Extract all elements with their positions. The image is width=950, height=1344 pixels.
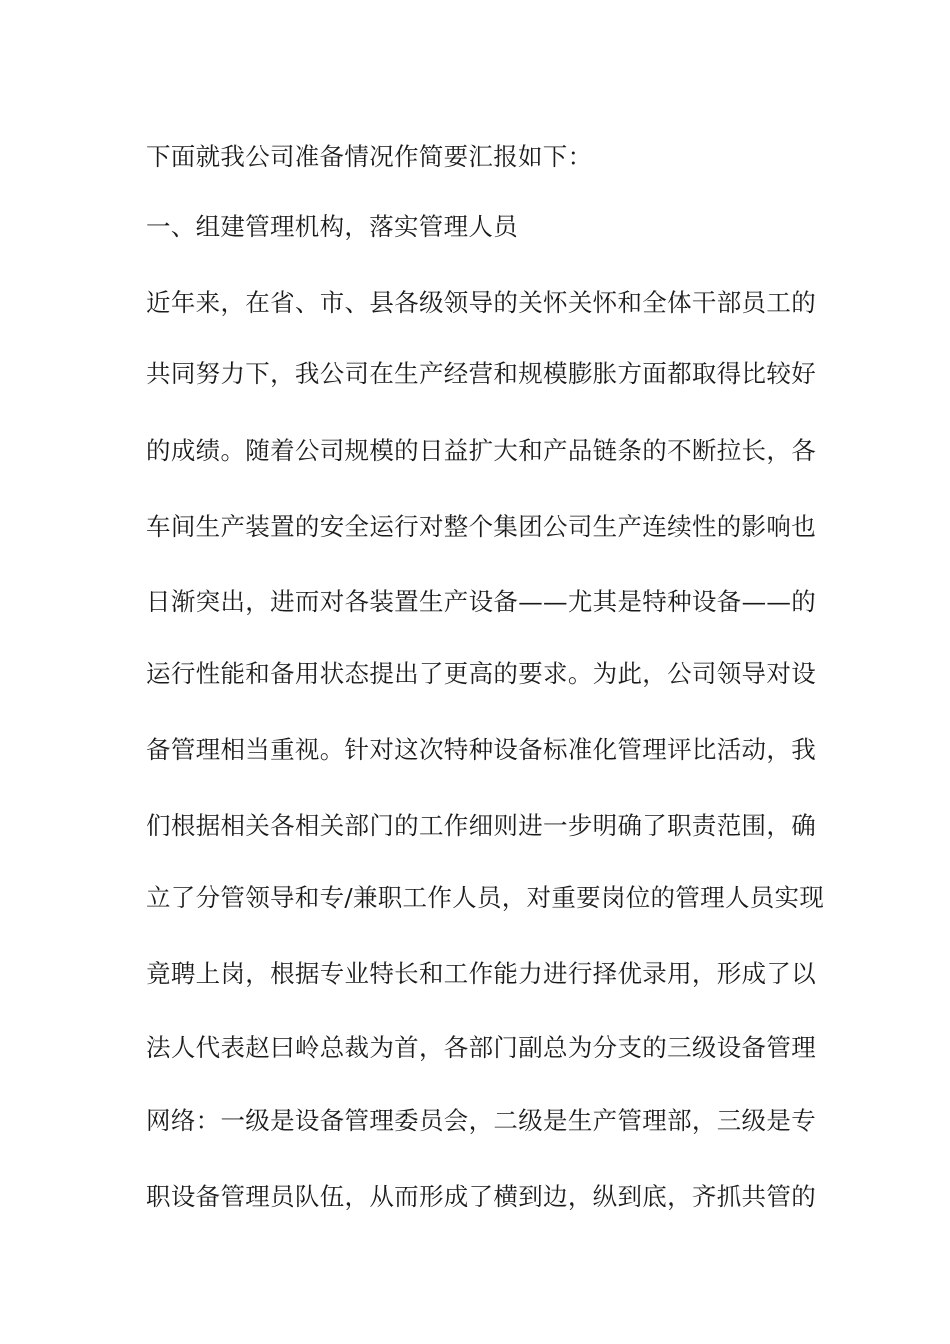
body-line: 职设备管理员队伍，从而形成了横到边，纵到底，齐抓共管的 bbox=[146, 1182, 816, 1211]
section-heading: 一、组建管理机构，落实管理人员 bbox=[146, 212, 518, 241]
body-line: 法人代表赵曰岭总裁为首，各部门副总为分支的三级设备管理 bbox=[146, 1033, 816, 1062]
body-line: 的成绩。随着公司规模的日益扩大和产品链条的不断拉长，各 bbox=[146, 436, 816, 465]
body-line: 网络：一级是设备管理委员会，二级是生产管理部，三级是专 bbox=[146, 1106, 816, 1135]
body-line: 运行性能和备用状态提出了更高的要求。为此，公司领导对设 bbox=[146, 659, 816, 688]
body-line: 备管理相当重视。针对这次特种设备标准化管理评比活动，我 bbox=[146, 735, 816, 764]
body-line: 近年来，在省、市、县各级领导的关怀关怀和全体干部员工的 bbox=[146, 288, 816, 317]
body-line: 车间生产装置的安全运行对整个集团公司生产连续性的影响也 bbox=[146, 512, 816, 541]
body-line: 们根据相关各相关部门的工作细则进一步明确了职责范围，确 bbox=[146, 811, 816, 840]
body-line: 共同努力下，我公司在生产经营和规模膨胀方面都取得比较好 bbox=[146, 359, 816, 388]
body-line: 竟聘上岗，根据专业特长和工作能力进行择优录用，形成了以 bbox=[146, 959, 816, 988]
body-line: 日渐突出，进而对各装置生产设备——尤其是特种设备——的 bbox=[146, 587, 816, 616]
body-line: 立了分管领导和专/兼职工作人员，对重要岗位的管理人员实现 bbox=[146, 883, 825, 912]
intro-paragraph: 下面就我公司准备情况作简要汇报如下： bbox=[146, 142, 593, 171]
